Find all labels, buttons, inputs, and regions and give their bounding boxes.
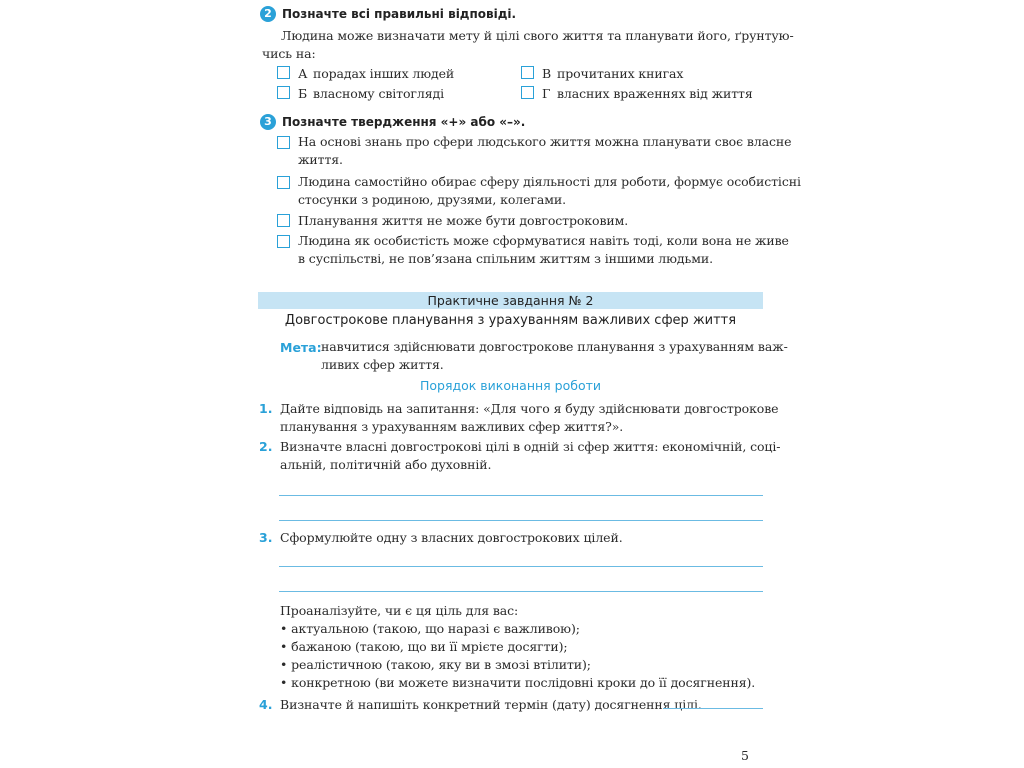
statement-2-line-1: Людина самостійно обирає сферу діяльності для роботи, формує особистісні — [298, 174, 801, 189]
answer-line[interactable] — [279, 566, 763, 567]
procedure-title: Порядок виконання роботи — [419, 378, 602, 393]
analyze-item: • конкретною (ви можете визначити послідовні кроки до її досягнення). — [280, 675, 756, 690]
practical-task-header: Практичне завдання № 2 — [258, 292, 763, 309]
option-b-checkbox[interactable] — [277, 86, 290, 99]
step-1-number: 1. — [259, 401, 273, 416]
task-2-number-badge: 2 — [260, 6, 276, 22]
step-1-line-2: планування з урахуванням важливих сфер життя?». — [280, 419, 624, 434]
task-2-question-line-1: Людина може визначати мету й цілі свого життя та планувати його, ґрунтую- — [281, 28, 794, 43]
analyze-item: • актуальною (такою, що наразі є важливою); — [280, 621, 580, 636]
option-g-letter: Г — [542, 86, 551, 101]
step-2-number: 2. — [259, 439, 273, 454]
analyze-title: Проаналізуйте, чи є ця ціль для вас: — [280, 603, 519, 618]
option-a-checkbox[interactable] — [277, 66, 290, 79]
statement-1-line-2: життя. — [298, 152, 343, 167]
statement-3-line-1: Планування життя не може бути довгостроковим. — [298, 213, 629, 228]
analyze-item-text: реалістичною (такою, яку ви в змозі втілити); — [291, 657, 591, 672]
answer-line[interactable] — [279, 495, 763, 496]
option-v-text: прочитаних книгах — [557, 66, 684, 81]
option-g-checkbox[interactable] — [521, 86, 534, 99]
answer-line[interactable] — [279, 520, 763, 521]
task-2-title: Позначте всі правильні відповіді. — [282, 7, 517, 21]
goal-line-1: навчитися здійснювати довгострокове планування з урахуванням важ- — [321, 339, 788, 354]
option-g-text: власних враженнях від життя — [557, 86, 753, 101]
option-b-text: власному світогляді — [313, 86, 444, 101]
option-a-text: порадах інших людей — [313, 66, 455, 81]
step-4-number: 4. — [259, 697, 273, 712]
option-b-letter: Б — [298, 86, 308, 101]
task-3-number-badge: 3 — [260, 114, 276, 130]
practical-task-subtitle: Довгострокове планування з урахуванням важливих сфер життя — [284, 313, 737, 328]
date-answer-line[interactable] — [663, 708, 763, 709]
statement-2-checkbox[interactable] — [277, 176, 290, 189]
statement-4-line-1: Людина як особистість може сформуватися навіть тоді, коли вона не живе — [298, 233, 789, 248]
statement-2-line-2: стосунки з родиною, друзями, колегами. — [298, 192, 566, 207]
page-number: 5 — [741, 748, 749, 763]
statement-4-line-2: в суспільстві, не пов’язана спільним життям з іншими людьми. — [298, 251, 713, 266]
step-4-line-1: Визначте й напишіть конкретний термін (дату) досягнення цілі. — [280, 697, 702, 712]
step-1-line-1: Дайте відповідь на запитання: «Для чого я буду здійснювати довгострокове — [280, 401, 779, 416]
step-2-line-2: альній, політичній або духовній. — [280, 457, 492, 472]
task-3-title: Позначте твердження «+» або «–». — [282, 115, 526, 129]
step-3-number: 3. — [259, 530, 273, 545]
statement-3-checkbox[interactable] — [277, 214, 290, 227]
analyze-item: • бажаною (такою, що ви її мрієте досягти); — [280, 639, 568, 654]
option-a-letter: А — [298, 66, 308, 81]
answer-line[interactable] — [279, 591, 763, 592]
analyze-item-text: бажаною (такою, що ви її мрієте досягти); — [291, 639, 568, 654]
analyze-item-text: актуальною (такою, що наразі є важливою); — [291, 621, 580, 636]
option-v-checkbox[interactable] — [521, 66, 534, 79]
option-v-letter: В — [542, 66, 552, 81]
step-2-line-1: Визначте власні довгострокові цілі в одній зі сфер життя: економічній, соці- — [280, 439, 781, 454]
analyze-item: • реалістичною (такою, яку ви в змозі втілити); — [280, 657, 591, 672]
statement-1-line-1: На основі знань про сфери людського життя можна планувати своє власне — [298, 134, 792, 149]
goal-line-2: ливих сфер життя. — [321, 357, 444, 372]
step-3-line-1: Сформулюйте одну з власних довгострокових цілей. — [280, 530, 623, 545]
statement-1-checkbox[interactable] — [277, 136, 290, 149]
analyze-item-text: конкретною (ви можете визначити послідовні кроки до її досягнення). — [291, 675, 756, 690]
task-2-question-line-2: чись на: — [262, 46, 316, 61]
goal-label: Мета: — [280, 340, 322, 355]
statement-4-checkbox[interactable] — [277, 235, 290, 248]
